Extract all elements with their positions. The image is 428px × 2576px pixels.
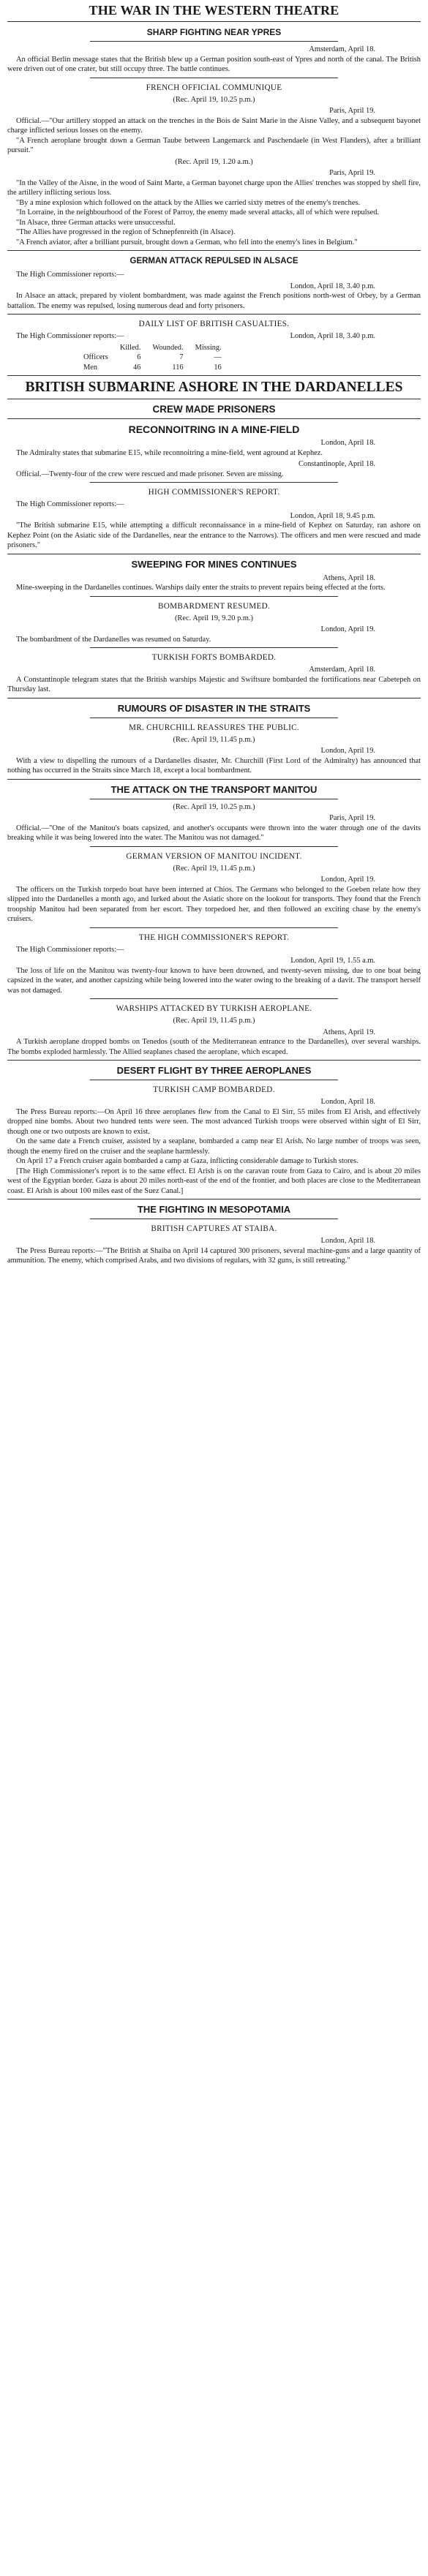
paragraph: An official Berlin message states that the British blew up a German position south-east of Ypres and north of the canal. The British were driven out of one crater, but still occupy three. The battle continues. xyxy=(7,55,421,73)
received-line: (Rec. April 19, 10.25 p.m.) xyxy=(173,95,255,104)
dateline: Amsterdam, April 18. xyxy=(309,666,375,674)
subhead-turkish-forts: TURKISH FORTS BOMBARDED. xyxy=(151,653,277,662)
paragraph: In Alsace an attack, prepared by violent bombardment, was made against the French positions north-west of Orbey, by a German battalion. The enemy was repulsed, losing numerous dead and forty prisoners. xyxy=(7,292,421,310)
paragraph: The Press Bureau reports:—On April 16 three aeroplanes flew from the Canal to El Sirr, 55 miles from El Arish, and effectively dropped nine bombs. About two hundred tents were seen. The most advanced Turkish troops were observed within sight of El Sirr, though one or two outposts are known to exist. xyxy=(7,1107,421,1136)
dateline: London, April 19. xyxy=(320,747,375,755)
divider xyxy=(7,375,421,376)
divider xyxy=(7,1060,421,1061)
dateline: Paris, April 19. xyxy=(329,814,375,822)
received-line: (Rec. April 19, 9.20 p.m.) xyxy=(174,614,254,622)
cell: 116 xyxy=(172,363,184,372)
column-header: Missing. xyxy=(195,343,222,352)
divider xyxy=(90,927,338,928)
paragraph: With a view to dispelling the rumours of a Dardanelles disaster, Mr. Churchill (First Lord of the Admiralty) has announced that nothing has occurred in the Straits since March 18, except a local bombardment. xyxy=(7,756,421,775)
dateline: London, April 18, 3.40 p.m. xyxy=(290,282,375,290)
subhead-ypres: SHARP FIGHTING NEAR YPRES xyxy=(146,27,282,37)
paragraph: Mine-sweeping in the Dardanelles continues. Warships daily enter the straits to prevent repairs being effected at the forts. xyxy=(16,584,386,592)
row-label: Men xyxy=(83,363,98,372)
paragraph: "A French aeroplane brought down a German Taube between Langemarck and Paschendaele (in West Flanders), after a brilliant pursuit." xyxy=(7,136,421,154)
section-rumours xyxy=(7,703,421,780)
section-mesopotamia xyxy=(7,1204,421,1266)
table-header-row xyxy=(78,343,228,353)
subhead-staiba: BRITISH CAPTURES AT STAIBA. xyxy=(151,1224,277,1233)
headline-western-theatre: THE WAR IN THE WESTERN THEATRE xyxy=(89,3,339,18)
dateline: Athens, April 18. xyxy=(323,573,375,582)
paragraph: The loss of life on the Manitou was twenty-four known to have been drowned, and twenty-seven missing, due to one boat being capsized in the water, and another capsizing while being lowered into the water owing to the breaking of a davit. The transport herself was not damaged. xyxy=(7,966,421,995)
paragraph: "In Lorraine, in the neighbourhood of the Forest of Parroy, the enemy made several attacks, all of which were repulsed. xyxy=(16,208,380,216)
dateline: London, April 18, 9.45 p.m. xyxy=(290,511,375,520)
received-line: (Rec. April 19, 11.45 p.m.) xyxy=(173,1017,255,1025)
subhead-minefield: RECONNOITRING IN A MINE-FIELD xyxy=(128,423,300,435)
subhead-sweeping: SWEEPING FOR MINES CONTINUES xyxy=(131,558,297,570)
divider xyxy=(90,846,338,847)
paragraph: The High Commissioner reports:— xyxy=(16,945,124,954)
dateline: London, April 18. xyxy=(320,1098,375,1106)
divider xyxy=(90,998,338,999)
dateline: London, April 18. xyxy=(320,439,375,447)
subhead-german-version: GERMAN VERSION OF MANITOU INCIDENT. xyxy=(126,851,302,861)
paragraph: "A French aviator, after a brilliant pursuit, brought down a German, who fell into the enemy's lines in Belgium." xyxy=(16,238,358,246)
cell: 7 xyxy=(179,353,184,361)
subhead-hc-report: HIGH COMMISSIONER'S REPORT. xyxy=(148,488,280,497)
section-desert-flight xyxy=(7,1065,421,1200)
section-alsace xyxy=(7,255,421,315)
headline-submarine: BRITISH SUBMARINE ASHORE IN THE DARDANELLES xyxy=(25,380,403,395)
dateline: London, April 18. xyxy=(320,1237,375,1245)
dateline: Athens, April 19. xyxy=(323,1028,375,1036)
dateline: Constantinople, April 18. xyxy=(298,460,375,468)
paragraph: Official.—"Our artillery stopped an attack on the trenches in the Bois de Saint Marie in the Aisne Valley, and a subsequent bayonet charge inflicted serious losses on the enemy. xyxy=(7,116,421,135)
divider xyxy=(90,596,338,597)
dateline: London, April 18, 3.40 p.m. xyxy=(290,332,375,340)
received-line: (Rec. April 19, 11.45 p.m.) xyxy=(173,864,255,873)
paragraph: The officers on the Turkish torpedo boat have been interned at Chios. The Germans who belonged to the Goeben relate how they slipped into the Dardanelles a month ago, and lurked about the Asiatic shore on the lookout for transports. They found that the French troopship Manitou had been separated from her escort. They torpedoed her, and then followed an exciting chase by the enemy's cruisers. xyxy=(7,885,421,923)
divider xyxy=(7,314,421,315)
divider xyxy=(7,21,421,22)
paragraph: The High Commissioner reports:— xyxy=(16,500,124,508)
paragraph: "The British submarine E15, while attempting a difficult reconnaissance in a mine-field of Kephez on Saturday, ran ashore on Kephez Point (on the Asiatic side of the Dardanelles, near the entrance to the Narrows). The officers and men were rescued and made prisoners." xyxy=(7,521,421,549)
subhead-mesopotamia: THE FIGHTING IN MESOPOTAMIA xyxy=(137,1204,291,1215)
dateline: London, April 19. xyxy=(320,625,375,633)
section-submarine xyxy=(7,379,421,554)
section-sweeping xyxy=(7,559,421,698)
paragraph: "By a mine explosion which followed on the attack by the Allies we carried sixty metres of the enemy's trenches. xyxy=(16,198,361,207)
cell: 16 xyxy=(214,363,222,372)
dateline: Paris, April 19. xyxy=(329,169,375,177)
row-label: Officers xyxy=(83,353,108,361)
section-warships xyxy=(7,1003,421,1061)
divider xyxy=(7,418,421,419)
cell: — xyxy=(214,353,222,361)
table-row xyxy=(78,353,228,363)
divider xyxy=(7,779,421,780)
subhead-alsace: GERMAN ATTACK REPULSED IN ALSACE xyxy=(129,257,299,265)
paragraph: The bombardment of the Dardanelles was resumed on Saturday. xyxy=(16,635,211,644)
newspaper-page xyxy=(0,3,428,1266)
paragraph: A Turkish aeroplane dropped bombs on Tenedos (south of the Mediterranean entrance to the Dardanelles), over several warships. The bombs exploded harmlessly. The Allied seaplanes chased the aeroplane, which escaped. xyxy=(7,1038,421,1056)
subhead-manitou: THE ATTACK ON THE TRANSPORT MANITOU xyxy=(110,783,318,795)
subhead-crew-prisoners: CREW MADE PRISONERS xyxy=(152,404,276,415)
subhead-french-communique: FRENCH OFFICIAL COMMUNIQUE xyxy=(146,83,282,92)
paragraph: The Admiralty states that submarine E15, while reconnoitring a mine-field, went aground at Kephez. xyxy=(16,448,323,457)
table-row xyxy=(78,363,228,373)
paragraph: A Constantinople telegram states that the British warships Majestic and Swiftsure bombarded the fortifications near Cabetepeh on Thursday last. xyxy=(7,675,421,693)
divider xyxy=(7,1199,421,1200)
section-casualties xyxy=(7,319,421,376)
cell: 46 xyxy=(133,363,141,372)
paragraph: "The Allies have progressed in the region of Schnepfenreith (in Alsace). xyxy=(16,228,236,236)
divider xyxy=(90,647,338,648)
subhead-bombardment: BOMBARDMENT RESUMED. xyxy=(157,601,271,611)
hc-line: The High Commissioner reports:— xyxy=(16,332,124,340)
paragraph: Official.—"One of the Manitou's boats capsized, and another's occupants were thrown into the water through one of the davits breaking while it was being lowered into the water. The Manitou was not damaged." xyxy=(7,824,421,842)
subhead-turkish-camp: TURKISH CAMP BOMBARDED. xyxy=(153,1085,275,1094)
dateline: Amsterdam, April 18. xyxy=(309,45,375,53)
paragraph: "In Alsace, three German attacks were unsuccessful. xyxy=(16,218,176,227)
subhead-rumours: RUMOURS OF DISASTER IN THE STRAITS xyxy=(117,702,311,714)
paragraph: On April 17 a French cruiser again bombarded a camp at Gaza, inflicting considerable damage to Turkish stores. xyxy=(16,1157,358,1165)
divider xyxy=(7,250,421,251)
received-line: (Rec. April 19, 10.25 p.m.) xyxy=(173,802,255,811)
dateline: Paris, April 19. xyxy=(329,107,375,115)
dateline: London, April 19. xyxy=(320,875,375,884)
subhead-casualties: DAILY LIST OF BRITISH CASUALTIES. xyxy=(138,320,290,328)
subhead-desert-flight: DESERT FLIGHT BY THREE AEROPLANES xyxy=(116,1065,312,1076)
subhead-churchill: MR. CHURCHILL REASSURES THE PUBLIC. xyxy=(128,723,300,732)
paragraph: "In the Valley of the Aisne, in the wood of Saint Marte, a German bayonet charge upon the Allies' trenches was stopped by shell fire, the artillery inflicting serious loss. xyxy=(7,178,421,197)
section-manitou xyxy=(7,784,421,1000)
column-header: Wounded. xyxy=(152,343,184,352)
divider xyxy=(90,482,338,483)
paragraph: On the same date a French cruiser, assisted by a seaplane, bombarded a camp near El Arish. No large number of troops was seen, though the enemy fired on the cruiser and the seaplane harmlessly. xyxy=(7,1137,421,1156)
paragraph: The Press Bureau reports:—"The British at Shaiba on April 14 captured 300 prisoners, several machine-guns and a large quantity of ammunition. The enemy, which comprised Arabs, and two divisions of regulars, with 32 guns, is still retreating." xyxy=(7,1246,421,1265)
paragraph: The High Commissioner reports:— xyxy=(16,271,124,279)
subhead-warships: WARSHIPS ATTACKED BY TURKISH AEROPLANE. xyxy=(116,1004,312,1013)
casualty-table xyxy=(78,343,228,373)
received-line: (Rec. April 19, 11.45 p.m.) xyxy=(173,735,255,744)
section-western-theatre xyxy=(7,3,421,251)
cell: 6 xyxy=(137,353,141,361)
subhead-hc-report-2: THE HIGH COMMISSIONER'S REPORT. xyxy=(138,933,290,942)
divider xyxy=(90,41,338,42)
dateline: London, April 19, 1.55 a.m. xyxy=(290,957,375,965)
column-header: Killed. xyxy=(119,343,141,352)
paragraph: [The High Commissioner's report is to the same effect. El Arish is on the caravan route from Gaza to Cairo, and is about 20 miles west of the Egyptian border. Gaza is about 20 miles north-east of the end of the frontier, and both places are close to the Mediterranean coast. El Arish is about 100 miles east of the Suez Canal.] xyxy=(7,1167,421,1195)
paragraph: Official.—Twenty-four of the crew were rescued and made prisoner. Seven are missing. xyxy=(16,470,284,478)
received-line: (Rec. April 19, 1.20 a.m.) xyxy=(175,157,253,166)
